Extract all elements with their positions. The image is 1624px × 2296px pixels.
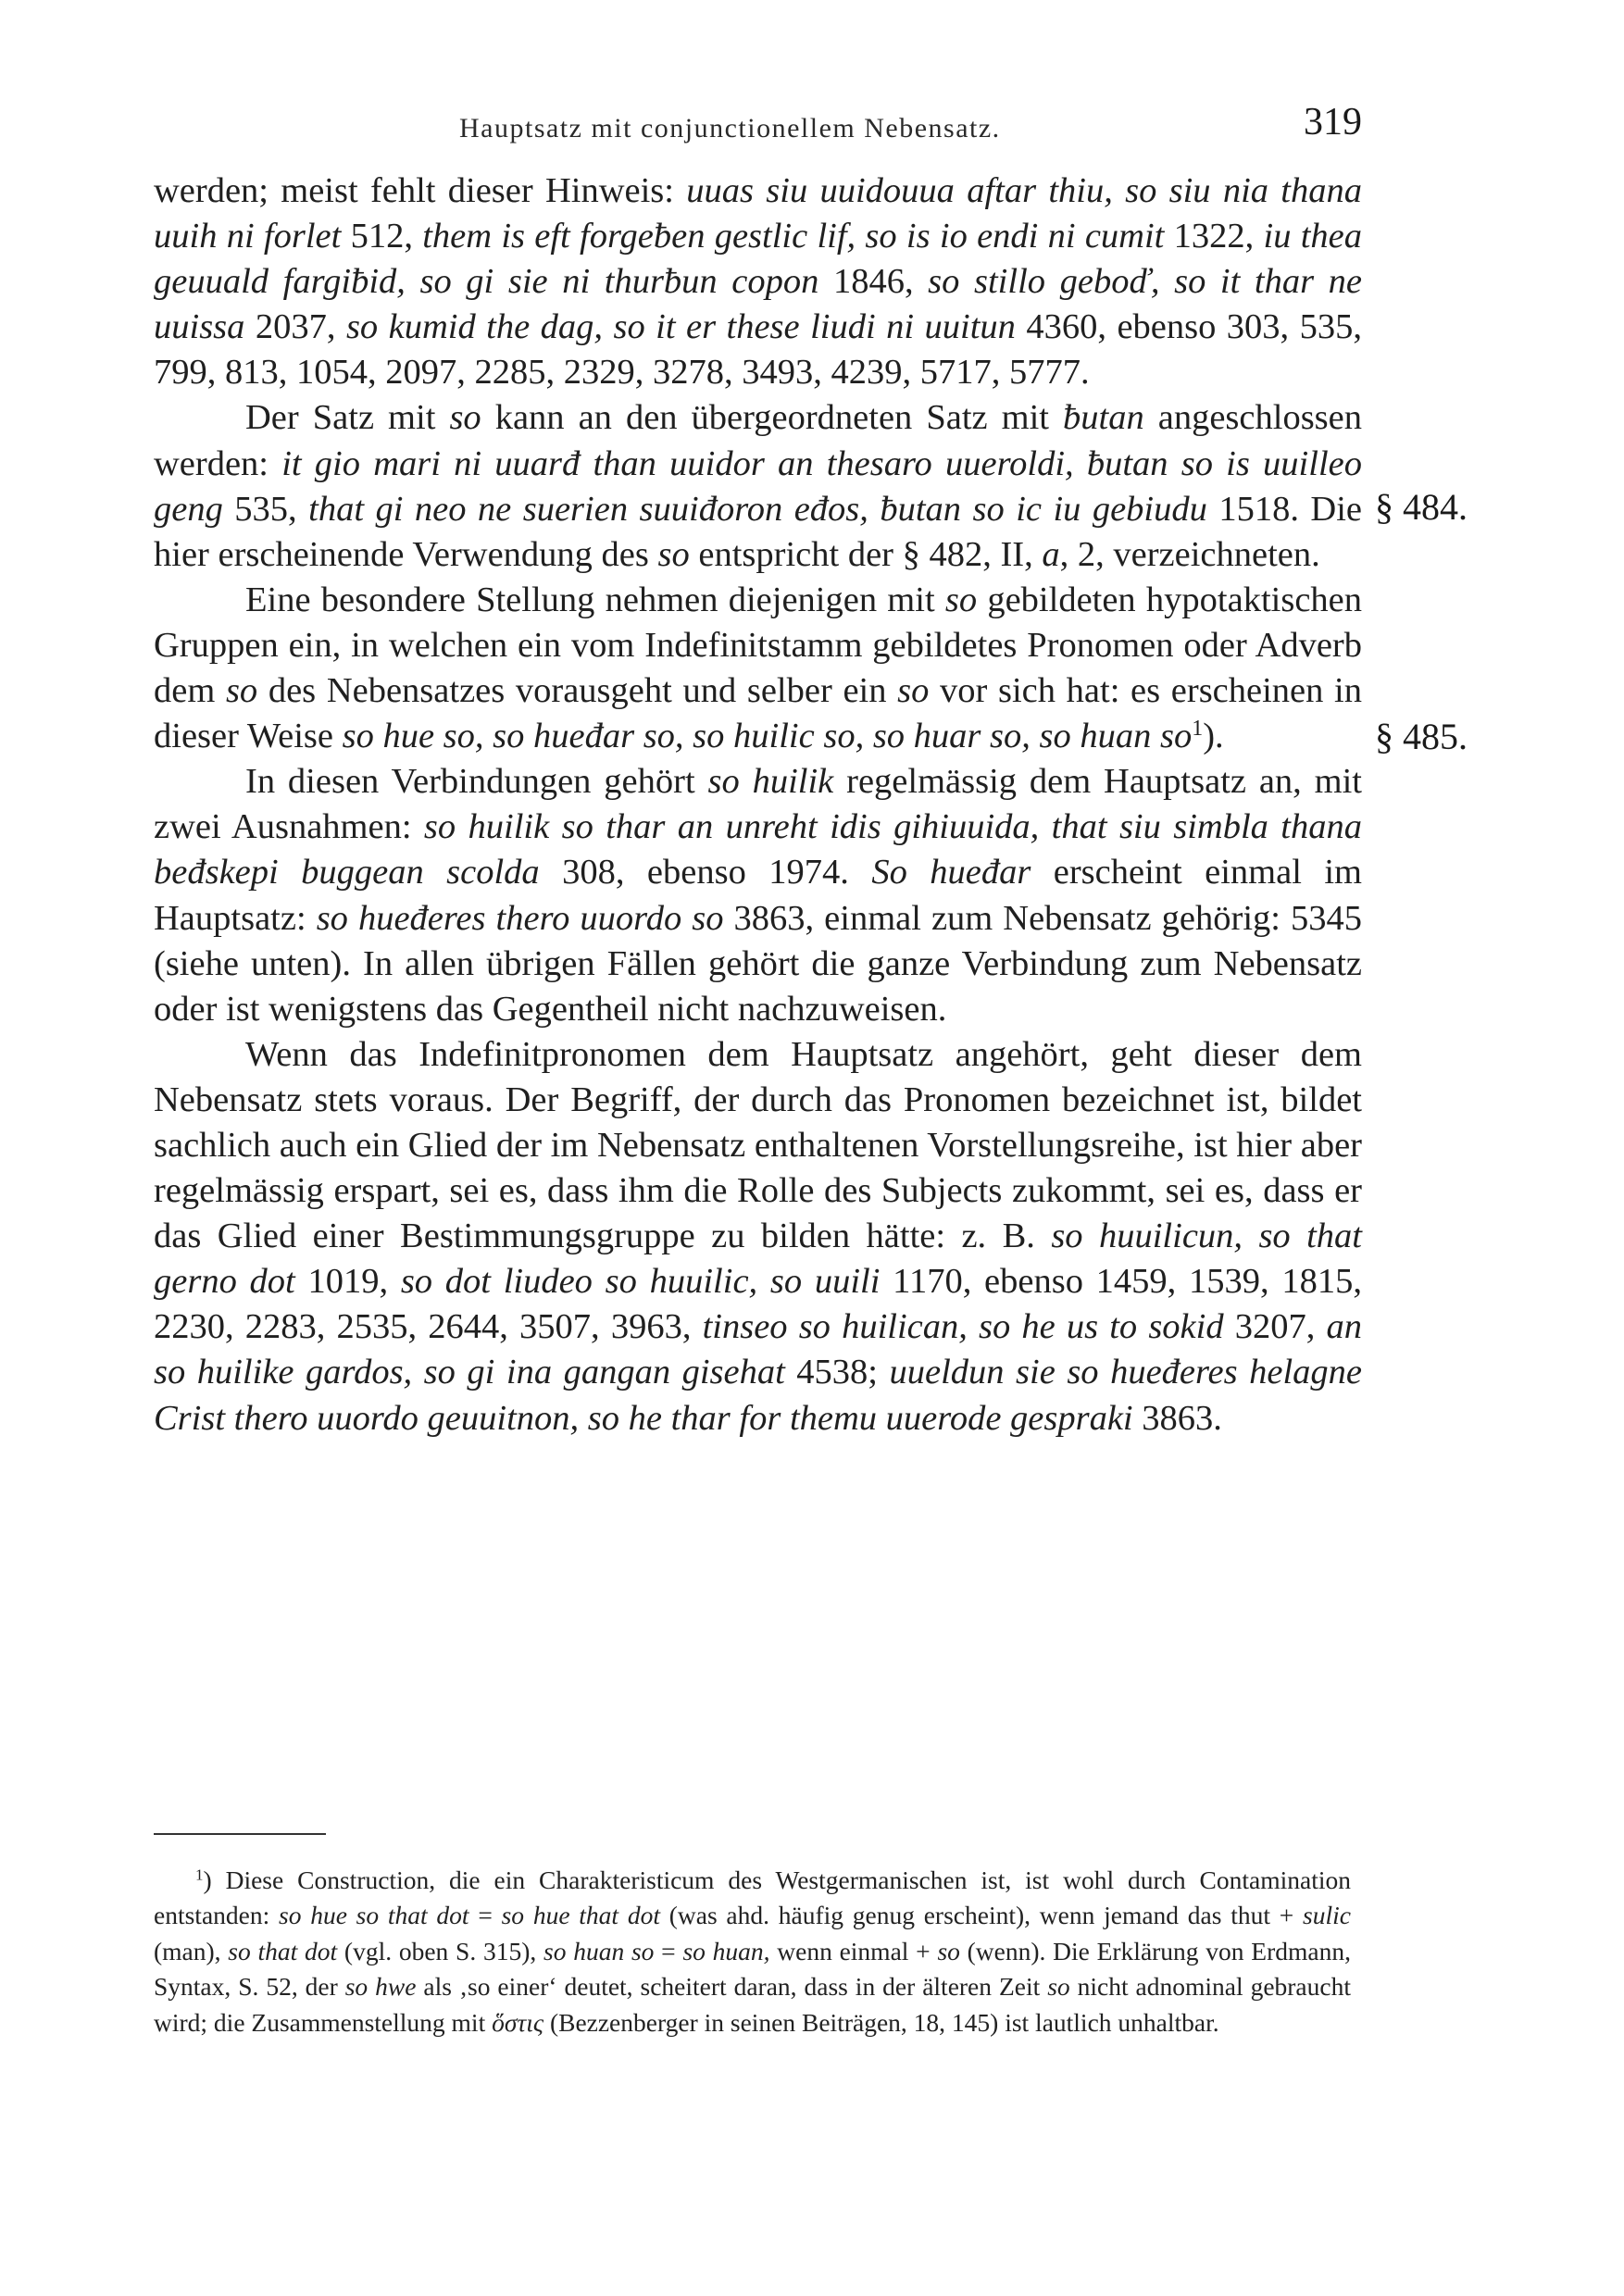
text-span: 308, ebenso 1974.: [539, 853, 872, 892]
footnote-number: 1: [195, 1866, 204, 1884]
paragraph-5: [154, 1032, 1362, 1441]
paragraph-3: [154, 578, 1362, 759]
text-span: ).: [1203, 717, 1224, 756]
text-span: (was ahd. häufig genug erscheint), wenn jemand das thut +: [659, 1901, 1304, 1930]
italic-quote: so hueđeres thero uuordo so: [316, 898, 724, 938]
italic-quote: them is eft forgeƀen gestlic lif, so is io endi ni cumit: [422, 217, 1165, 256]
section-marker-484: § 484.: [1375, 486, 1468, 528]
body-text: [154, 168, 1362, 1441]
italic-quote: so huilik: [707, 762, 834, 802]
text-span: als ‚so einer‘ deutet, scheitert daran, dass in der älteren Zeit: [416, 1972, 1048, 2002]
italic-quote: sulic: [1303, 1901, 1351, 1930]
text-span: 1846,: [818, 262, 929, 302]
text-span: =: [654, 1936, 683, 1965]
text-span: 512,: [341, 217, 423, 256]
text-span: (Bezzenberger in seinen Beiträgen, 18, 145) ist lautlich unhaltbar.: [543, 2007, 1219, 2037]
footnote-divider: [154, 1833, 326, 1835]
footnote-marker: 1: [1192, 717, 1204, 741]
italic-quote: So hueđar: [871, 853, 1031, 892]
italic-quote: so: [449, 398, 481, 438]
italic-quote: so hue so, so hueđar so, so huilic so, so huar so, so huan so: [342, 717, 1193, 756]
italic-quote: so: [1047, 1972, 1070, 2002]
italic-quote: ƀutan: [1063, 398, 1144, 438]
text-span: vor sich hat: es erscheinen in dieser Weise: [154, 671, 1362, 756]
text-span: entspricht der § 482, II,: [689, 534, 1043, 574]
text-span: 3207,: [1223, 1307, 1327, 1347]
text-span: wenn einmal +: [769, 1936, 938, 1965]
paragraph-2: [154, 395, 1362, 577]
italic-quote: so: [657, 534, 690, 574]
text-span: 1019,: [294, 1262, 401, 1302]
section-marker-485: § 485.: [1375, 716, 1468, 757]
text-span: , 2, verzeichneten.: [1059, 534, 1320, 574]
italic-quote: a: [1042, 534, 1060, 574]
text-span: 1518. Die hier erscheinende Verwendung des: [154, 489, 1363, 574]
italic-quote: so dot liudeo so huuilic, so uuili: [400, 1262, 881, 1302]
italic-quote: so huan so: [543, 1936, 655, 1965]
page-number: 319: [1304, 101, 1362, 144]
text-span: (wenn). Die Erklärung von Erdmann, Syntax, S. 52, der: [154, 1936, 1351, 2002]
italic-quote: it gio mari ni uuarđ than uuidor an thesaro uueroldi, ƀutan so is uuilleo geng: [154, 443, 1362, 529]
italic-quote: uueldun sie so hueđeres helagne Crist thero uuordo geuuitnon, so he thar for themu uuerode gesprakі: [154, 1353, 1362, 1438]
italic-quote: so huilik so thar an unreht idis gihiuuida, that siu simbla thana beđskepi buggean scolda: [154, 807, 1362, 892]
italic-quote: so hue so that dot: [279, 1901, 469, 1930]
paragraph-1: [154, 168, 1362, 395]
italic-quote: so kumid the dag, so it er these liudi ni uuitun: [345, 307, 1016, 347]
italic-quote: so: [937, 1936, 960, 1965]
text-span: werden; meist fehlt dieser Hinweis:: [154, 171, 687, 210]
text-span: nicht adnominal gebraucht wird; die Zusammenstellung mit: [154, 1972, 1351, 2037]
text-span: =: [468, 1901, 502, 1930]
text-span: In diesen Verbindungen gehört: [245, 762, 708, 802]
text-span: 4538;: [784, 1353, 890, 1392]
text-span: regelmässig dem Hauptsatz an, mit zwei Ausnahmen:: [154, 762, 1362, 847]
text-span: 1170, ebenso 1459, 1539, 1815, 2230, 2283, 2535, 2644, 3507, 3963,: [154, 1262, 1363, 1347]
italic-quote: an so huilike gardos, so gi ina gangan gisehat: [154, 1307, 1362, 1392]
text-span: Wenn das Indefinitpronomen dem Hauptsatz angehört, geht dieser dem Nebensatz stets voraus. Der Begriff, der durch das Pronomen bezeichnet ist, bildet sachlich auch ein Glied der im Nebensatz enthaltenen Vorstellungsreihe, ist hier aber regelmässig erspart, sei es, dass ihm die Rolle des Subjects zukommt, sei es, dass er das Glied einer Bestimmungsgruppe zu bilden hätte: z. B.: [154, 1034, 1362, 1256]
text-span: 2037,: [244, 307, 346, 347]
italic-quote: so hwe: [344, 1972, 417, 2002]
italic-quote: iu thea geuuald fargiƀid, so gi sie ni thurƀun copon: [154, 217, 1363, 302]
italic-quote: so: [897, 671, 930, 711]
running-title: Hauptsatz mit conjunctionellem Nebensatz.: [459, 113, 1001, 144]
text-span: (man),: [154, 1936, 229, 1965]
text-span: kann an den übergeordneten Satz mit: [481, 398, 1064, 438]
text-span: 4360, ebenso 303, 535, 799, 813, 1054, 2097, 2285, 2329, 3278, 3493, 4239, 5717, 5777.: [154, 307, 1363, 393]
text-span: 535,: [222, 489, 309, 529]
italic-quote: so: [225, 671, 258, 711]
italic-quote: so that dot: [228, 1936, 338, 1965]
text-span: erscheint einmal im Hauptsatz:: [154, 853, 1362, 938]
text-span: Eine besondere Stellung nehmen diejenigen mit: [245, 580, 945, 619]
text-span: (vgl. oben S. 315),: [337, 1936, 544, 1965]
text-span: gebildeten hypotaktischen Gruppen ein, in welchen ein vom Indefinitstamm gebildetes Pronomen oder Adverb dem: [154, 580, 1362, 711]
italic-quote: uuas siu uuidouua aftar thiu, so siu nia thana uuih ni forlet: [154, 171, 1362, 256]
italic-quote: tinseo so huilican, so he us to sokid: [702, 1307, 1224, 1347]
text-span: angeschlossen werden:: [154, 398, 1362, 483]
text-span: 3863, einmal zum Nebensatz gehörig: 5345 (siehe unten). In allen übrigen Fällen gehört die ganze Verbindung zum Nebensatz oder ist wenigstens das Gegentheil nicht nachzuweisen.: [154, 898, 1362, 1029]
text-span: 3863.: [1132, 1398, 1222, 1438]
italic-quote: so huuilicun, so that gerno dot: [154, 1217, 1362, 1302]
text-span: ) Diese Construction, die ein Charakteristicum des Westgermanischen ist, ist wohl durch Contamination entstanden:: [154, 1866, 1351, 1930]
page-header: [154, 100, 1362, 156]
italic-quote: so: [944, 580, 978, 619]
text-span: des Nebensatzes vorausgeht und selber ein: [257, 671, 898, 711]
text-span: 1322,: [1164, 217, 1264, 256]
paragraph-4: [154, 759, 1362, 1032]
footnote-paragraph: [154, 1863, 1351, 2040]
italic-quote: that gi neo ne suerien suuiđoron eđos, ƀutan so ic iu gebiudu: [308, 489, 1207, 529]
italic-quote: so stillo geboď, so it thar ne uuissa: [154, 262, 1363, 347]
italic-quote: so huan,: [682, 1936, 770, 1965]
footnote: [154, 1863, 1351, 2040]
text-span: Der Satz mit: [245, 398, 450, 438]
greek-word: ὅστις: [492, 2007, 544, 2037]
italic-quote: so hue that dot: [501, 1901, 660, 1930]
